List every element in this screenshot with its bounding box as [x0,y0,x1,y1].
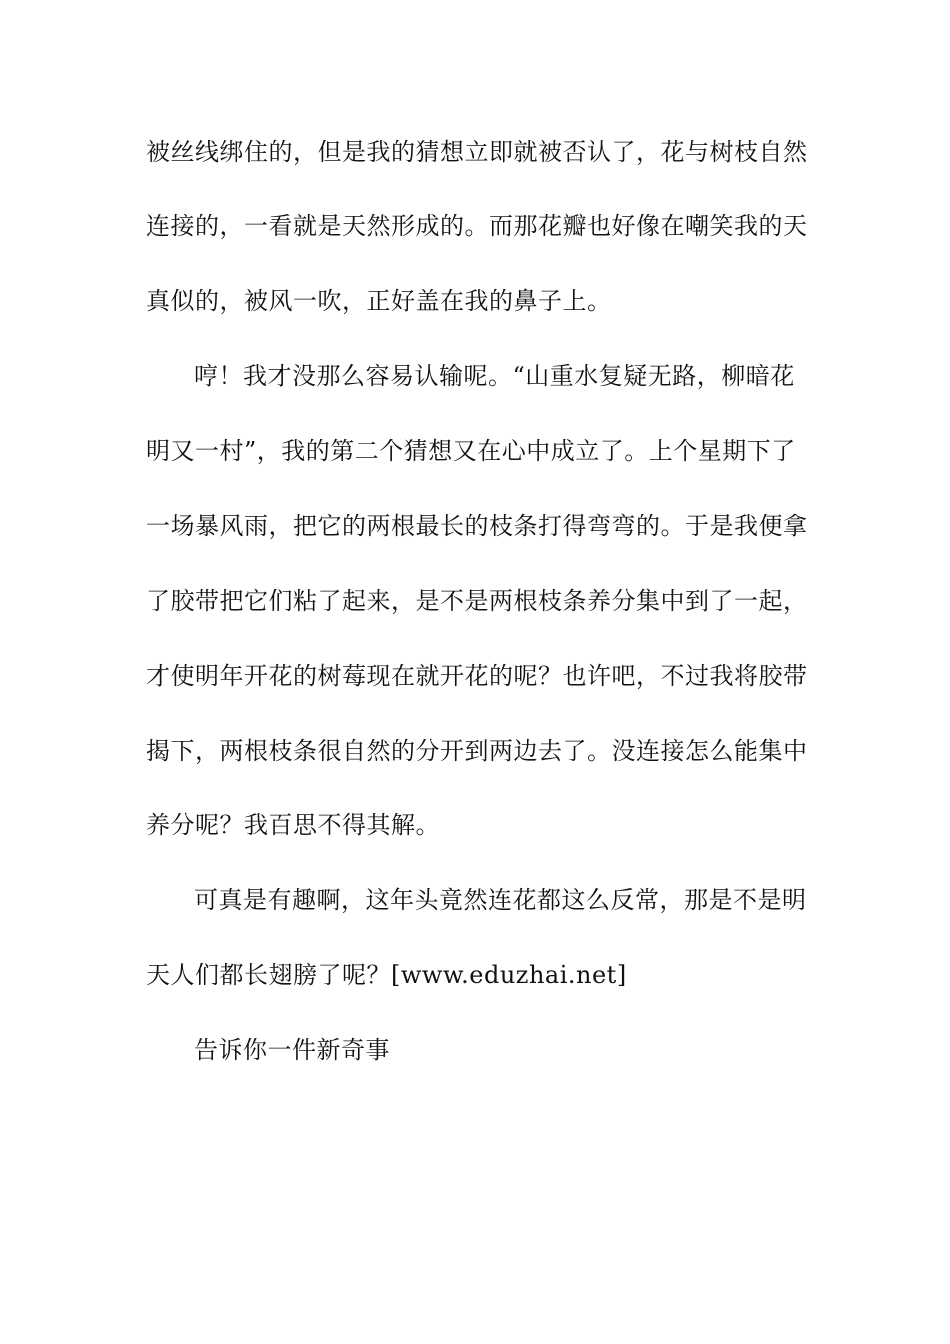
paragraph-line: 天人们都长翅膀了呢？[www.eduzhai.net] [146,961,627,989]
paragraph-line: 才使明年开花的树莓现在就开花的呢？也许吧，不过我将胶带 [146,662,808,690]
paragraph-line: 被丝线绑住的，但是我的猜想立即就被否认了，花与树枝自然 [146,138,808,166]
paragraph-line: 连接的，一看就是天然形成的。而那花瓣也好像在嘲笑我的天 [146,212,808,240]
paragraph-line: 真似的，被风一吹，正好盖在我的鼻子上。 [146,287,612,315]
paragraph-line: 哼！我才没那么容易认输呢。“山重水复疑无路，柳暗花 [194,362,795,390]
section-title: 告诉你一件新奇事 [194,1036,390,1064]
paragraph-line: 可真是有趣啊，这年头竟然连花都这么反常，那是不是明 [194,886,807,914]
paragraph-line: 揭下，两根枝条很自然的分开到两边去了。没连接怎么能集中 [146,737,808,765]
paragraph-line: 了胶带把它们粘了起来，是不是两根枝条养分集中到了一起， [146,587,808,615]
paragraph-line: 养分呢？我百思不得其解。 [146,811,440,839]
paragraph-line: 一场暴风雨，把它的两根最长的枝条打得弯弯的。于是我便拿 [146,512,808,540]
paragraph-line: 明又一村”，我的第二个猜想又在心中成立了。上个星期下了 [146,437,796,465]
